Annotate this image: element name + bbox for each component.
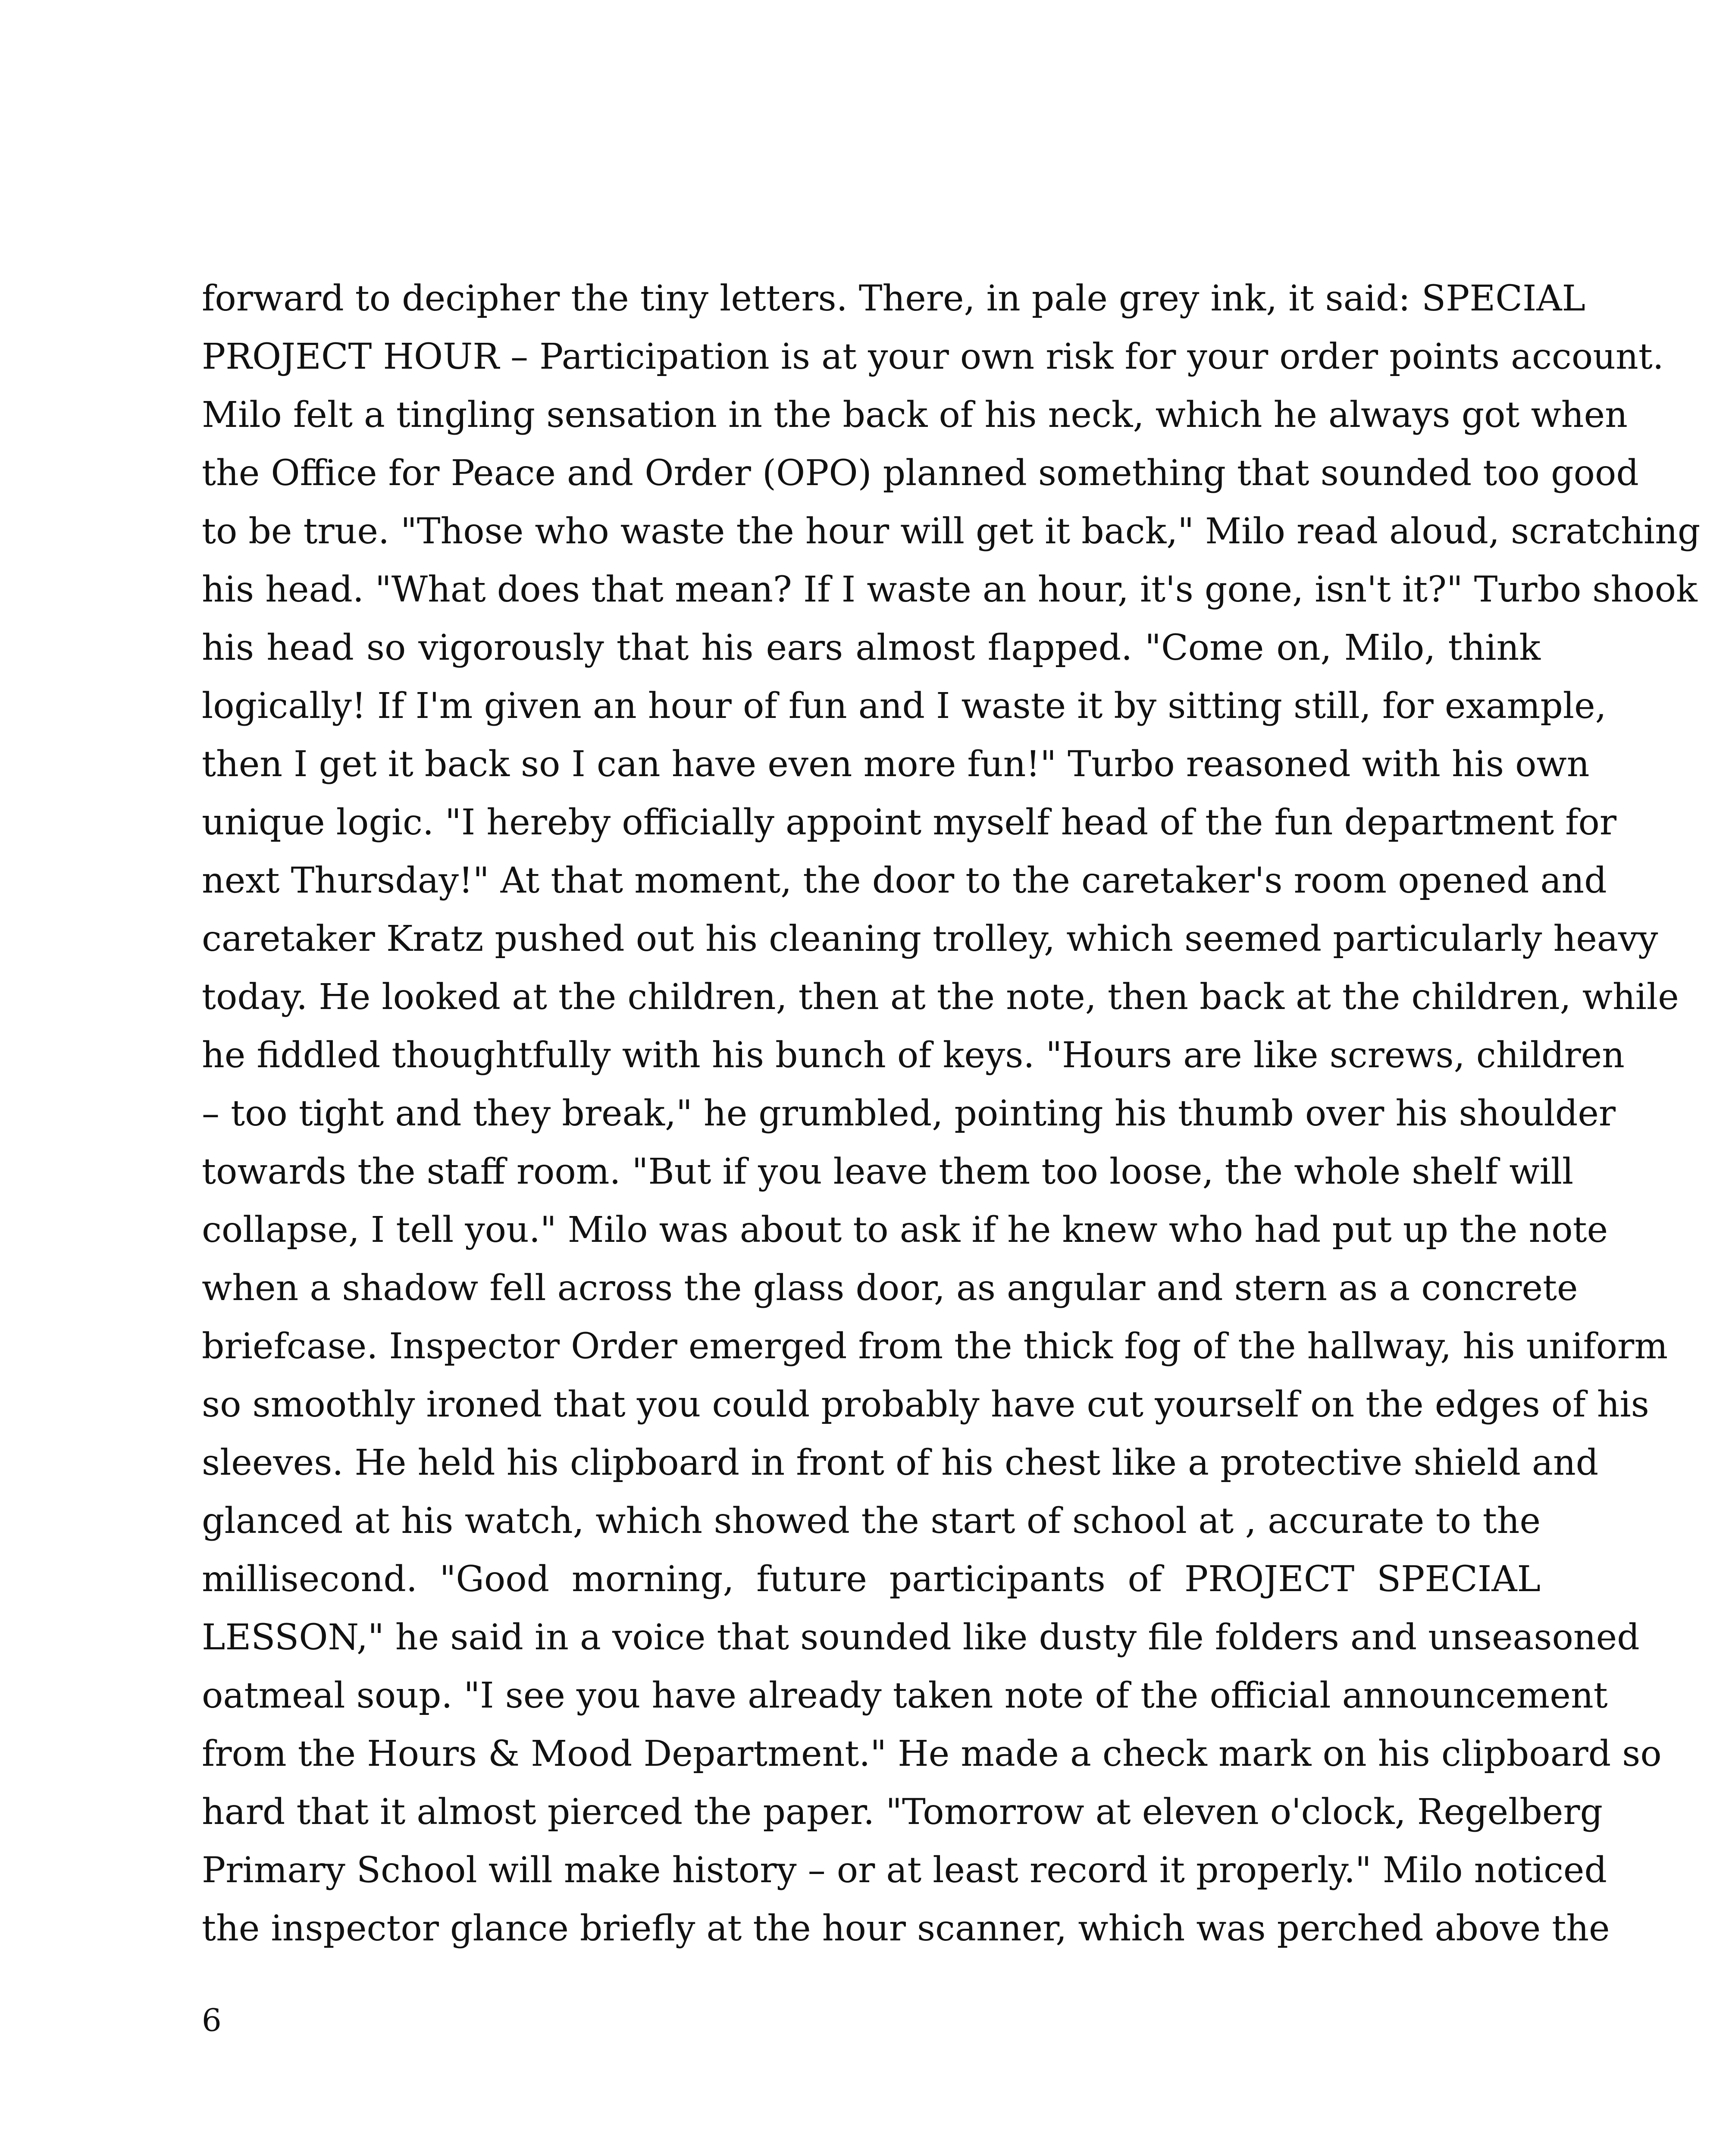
text-line: forward to decipher the tiny letters. There, in pale grey ink, it said: SPECIAL (202, 278, 1586, 319)
text-line: today. He looked at the children, then at the note, then back at the children, while (202, 977, 1679, 1018)
text-line: his head so vigorously that his ears almost flapped. "Come on, Milo, think (202, 627, 1541, 668)
text-line: then I get it back so I can have even more fun!" Turbo reasoned with his own (202, 744, 1590, 785)
text-line: the inspector glance briefly at the hour scanner, which was perched above the (202, 1908, 1610, 1949)
text-line: millisecond. "Good morning, future participants of PROJECT SPECIAL (202, 1559, 1541, 1600)
text-line: briefcase. Inspector Order emerged from the thick fog of the hallway, his uniform (202, 1326, 1668, 1367)
text-line: Primary School will make history – or at least record it properly." Milo noticed (202, 1850, 1607, 1891)
body-text (202, 270, 1701, 1958)
text-line: from the Hours & Mood Department." He made a check mark on his clipboard so (202, 1733, 1662, 1774)
text-line: to be true. "Those who waste the hour will get it back," Milo read aloud, scratching (202, 511, 1701, 552)
text-line: hard that it almost pierced the paper. "Tomorrow at eleven o'clock, Regelberg (202, 1792, 1603, 1833)
text-line: next Thursday!" At that moment, the door to the caretaker's room opened and (202, 860, 1607, 901)
text-line: oatmeal soup. "I see you have already taken note of the official announcement (202, 1675, 1608, 1716)
text-line: caretaker Kratz pushed out his cleaning trolley, which seemed particularly heavy (202, 918, 1658, 959)
text-line: – too tight and they break," he grumbled, pointing his thumb over his shoulder (202, 1093, 1616, 1134)
text-line: the Office for Peace and Order (OPO) planned something that sounded too good (202, 453, 1639, 494)
text-line: collapse, I tell you." Milo was about to ask if he knew who had put up the note (202, 1210, 1608, 1250)
text-line: towards the staff room. "But if you leave them too loose, the whole shelf will (202, 1151, 1574, 1192)
text-line: he fiddled thoughtfully with his bunch of keys. "Hours are like screws, children (202, 1035, 1625, 1076)
text-line: PROJECT HOUR – Participation is at your own risk for your order points account. (202, 336, 1664, 377)
text-line: sleeves. He held his clipboard in front of his chest like a protective shield and (202, 1442, 1599, 1483)
text-line: Milo felt a tingling sensation in the back of his neck, which he always got when (202, 395, 1628, 436)
text-line: his head. "What does that mean? If I waste an hour, it's gone, isn't it?" Turbo shook (202, 569, 1698, 610)
text-line: logically! If I'm given an hour of fun and I waste it by sitting still, for example, (202, 686, 1607, 727)
page-number: 6 (202, 2002, 222, 2038)
text-line: when a shadow fell across the glass door, as angular and stern as a concrete (202, 1268, 1578, 1309)
text-line: so smoothly ironed that you could probably have cut yourself on the edges of his (202, 1384, 1649, 1425)
text-line: unique logic. "I hereby officially appoint myself head of the fun department for (202, 802, 1617, 843)
text-line: glanced at his watch, which showed the start of school at , accurate to the (202, 1501, 1541, 1542)
text-line: LESSON," he said in a voice that sounded like dusty file folders and unseasoned (202, 1617, 1640, 1658)
